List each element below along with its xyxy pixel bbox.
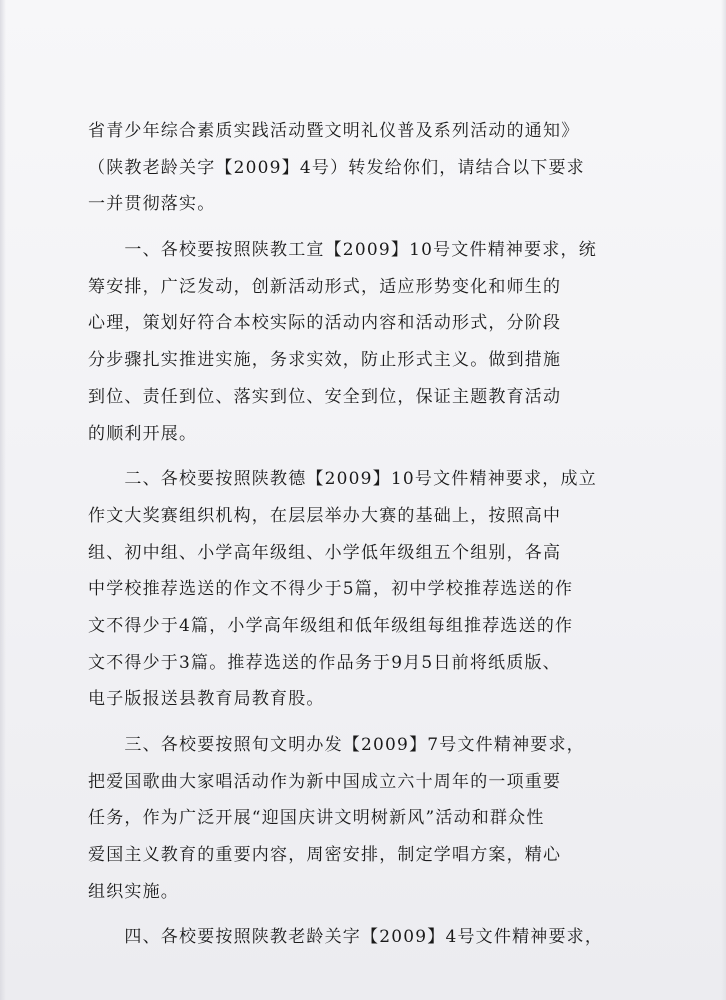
text-line: 任务，作为广泛开展“迎国庆讲文明树新风”活动和群众性 [88, 808, 545, 829]
text-line: 心理，策划好符合本校实际的活动内容和活动形式，分阶段 [88, 313, 562, 334]
text-line: 二、各校要按照陕教德【2009】10号文件精神要求，成立 [88, 469, 597, 490]
paragraph-gap [88, 223, 648, 232]
text-line: 文不得少于4篇，小学高年级组和低年级组每组推荐选送的作 [88, 615, 574, 636]
text-line: 分步骤扎实推进实施，务求实效，防止形式主义。做到措施 [88, 350, 562, 371]
text-line: 电子版报送县教育局教育股。 [88, 689, 325, 710]
text-line: 到位、责任到位、落实到位、安全到位，保证主题教育活动 [88, 386, 562, 407]
text-line: 省青少年综合素质实践活动暨文明礼仪普及系列活动的通知》 [88, 121, 580, 141]
paragraph-gap [88, 452, 648, 461]
paragraph-gap [88, 910, 648, 919]
paragraph-gap [88, 718, 648, 727]
text-line: 组织实施。 [88, 881, 179, 902]
text-line: 四、各校要按照陕教老龄关字【2009】4号文件精神要求， [88, 927, 604, 948]
text-line: 三、各校要按照旬文明办发【2009】7号文件精神要求， [88, 735, 585, 755]
text-line: （陕教老龄关字【2009】4号）转发给你们，请结合以下要求 [88, 157, 585, 178]
text-line: 一、各校要按照陕教工宣【2009】10号文件精神要求，统 [88, 240, 597, 261]
text-line: 中学校推荐选送的作文不得少于5篇，初中学校推荐选送的作 [88, 579, 574, 600]
text-line: 组、初中组、小学高年级组、小学低年级组五个组别，各高 [88, 542, 562, 563]
text-line: 文不得少于3篇。推荐选送的作品务于9月5日前将纸质版、 [88, 652, 561, 673]
text-line: 作文大奖赛组织机构，在层层举办大赛的基础上，按照高中 [88, 505, 562, 526]
document-body [88, 113, 648, 956]
scan-shadow-left [0, 0, 6, 1000]
scan-shadow-right [721, 0, 726, 1000]
text-line: 的顺利开展。 [88, 423, 198, 444]
text-line: 筹安排，广泛发动，创新活动形式，适应形势变化和师生的 [88, 276, 562, 297]
text-line: 把爱国歌曲大家唱活动作为新中国成立六十周年的一项重要 [88, 771, 562, 792]
text-line: 一并贯彻落实。 [88, 194, 216, 215]
text-line: 爱国主义教育的重要内容，周密安排，制定学唱方案，精心 [88, 845, 562, 866]
